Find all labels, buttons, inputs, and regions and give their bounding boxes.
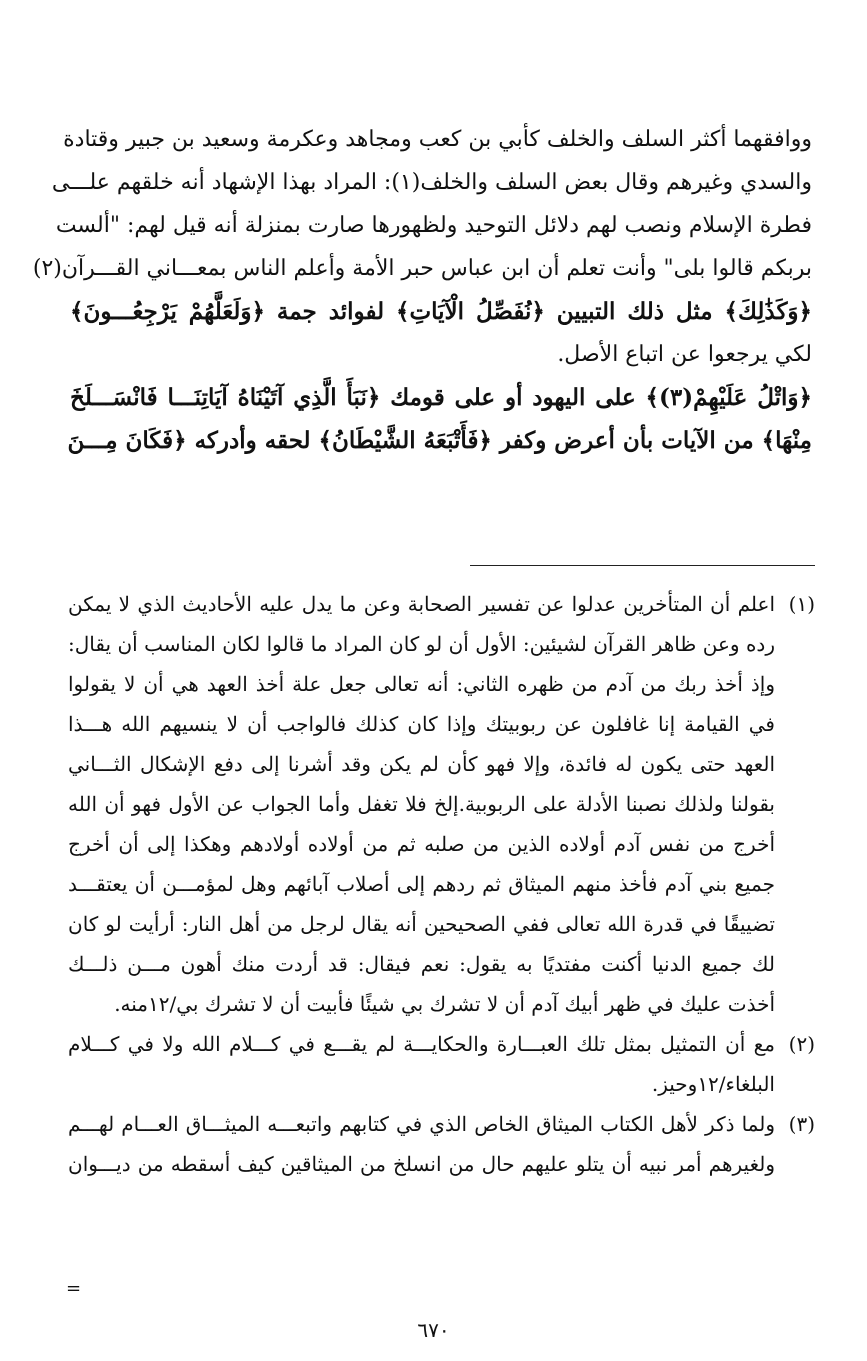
footnote-line: في القيامة إنا غافلون عن ربوبيتك وإذا كان كذلك فالواجب أن لا ينسيهم الله هـــذا	[68, 712, 775, 736]
text-line: لكي يرجعوا عن اتباع الأصل.	[557, 342, 812, 367]
text-line: ووافقهما أكثر السلف والخلف كأبي بن كعب ومجاهد وعكرمة وسعيد بن جبير وقتادة	[63, 127, 812, 152]
footnote-number: (٢)	[788, 1032, 815, 1056]
footnote-line: البلغاء/١٢وحيز.	[651, 1072, 775, 1096]
footnote-line: بقولنا ولذلك نصبنا الأدلة على الربوبية.إلخ فلا تغفل وأما الجواب عن الأول فهو أن الله	[68, 792, 775, 816]
main-text	[32, 118, 812, 462]
footnote-line: اعلم أن المتأخرين عدلوا عن تفسير الصحابة وعن ما يدل عليه الأحاديث الذي لا يمكن	[68, 592, 775, 616]
text-line: بربكم قالوا بلى" وأنت تعلم أن ابن عباس حبر الأمة وأعلم الناس بمعـــاني القـــرآن(٢)	[32, 256, 812, 281]
footnote-line: ولما ذكر لأهل الكتاب الميثاق الخاص الذي في كتابهم واتبعـــه الميثـــاق العـــام لهـــم	[68, 1112, 775, 1136]
footnote-number: (٣)	[788, 1112, 815, 1136]
footnote-line: ولغيرهم أمر نبيه أن يتلو عليهم حال من انسلخ من الميثاقين كيف أسقطه من ديـــوان	[68, 1152, 775, 1176]
footnote-3	[68, 1104, 815, 1184]
footnote-line: لك جميع الدنيا أكنت مفتديًا به يقول: نعم فيقال: قد أردت منك أهون مـــن ذلـــك	[68, 952, 775, 976]
footnote-line: جميع بني آدم فأخذ منهم الميثاق ثم ردهم إلى أصلاب آبائهم وهل لمؤمـــن أن يعتقـــد	[68, 872, 775, 896]
footnote-line: أخذت عليك في ظهر أبيك آدم أن لا تشرك بي شيئًا فأبيت أن لا تشرك بي/١٢منه.	[114, 992, 775, 1016]
text-line: والسدي وغيرهم وقال بعض السلف والخلف(١): المراد بهذا الإشهاد أنه خلقهم علـــى	[51, 170, 812, 195]
quran-verse-line: مِنْهَا﴾ من الآيات بأن أعرض وكفر ﴿فَأَتْبَعَهُ الشَّيْطَانُ﴾ لحقه وأدركه ﴿فَكَانَ مِـــنَ	[67, 427, 812, 454]
footnote-line: العهد حتى يكون له فائدة، وإلا فهو كأن لم يكن وقد أشرنا إلى دفع الإشكال الثـــاني	[68, 752, 775, 776]
quran-verse-line: ﴿وَاتْلُ عَلَيْهِمْ(٣)﴾ على اليهود أو على قومك ﴿نَبَأَ الَّذِي آتَيْنَاهُ آيَاتِنَـــا فَانْسَـــلَخَ	[70, 384, 812, 411]
footnote-line: مع أن التمثيل بمثل تلك العبـــارة والحكايـــة لم يقـــع في كـــلام الله ولا في كـــلام	[68, 1032, 775, 1056]
footnote-separator	[470, 565, 815, 566]
continuation-mark: =	[66, 1278, 82, 1299]
footnote-line: رده وعن ظاهر القرآن لشيئين: الأول أن لو كان المراد ما قالوا لكان المناسب أن يقال:	[68, 632, 776, 656]
text-line: فطرة الإسلام ونصب لهم دلائل التوحيد ولظهورها صارت بمنزلة أنه قيل لهم: "ألست	[55, 213, 812, 238]
footnote-1	[68, 584, 815, 1024]
page-number: ٦٧٠	[417, 1318, 450, 1342]
footnote-number: (١)	[788, 592, 815, 616]
footnotes	[68, 584, 815, 1184]
footnote-line: تضييقًا في قدرة الله تعالى ففي الصحيحين أنه يقال لرجل من أهل النار: أرأيت لو كان	[68, 912, 775, 936]
footnote-2	[68, 1024, 815, 1104]
quran-verse-line: ﴿وَكَذَٰلِكَ﴾ مثل ذلك التبيين ﴿نُفَصِّلُ الْآيَاتِ﴾ لفوائد جمة ﴿وَلَعَلَّهُمْ يَرْجِعُـــونَ﴾	[70, 298, 812, 325]
footnote-line: أخرج من نفس آدم أولاده الذين من صلبه ثم من أولاده أولادهم وهكذا إلى أن أخرج	[68, 832, 775, 856]
footnote-line: وإذ أخذ ربك من آدم من ظهره الثاني: أنه تعالى جعل علة أخذ العهد هي أن لا يقولوا	[68, 672, 775, 696]
